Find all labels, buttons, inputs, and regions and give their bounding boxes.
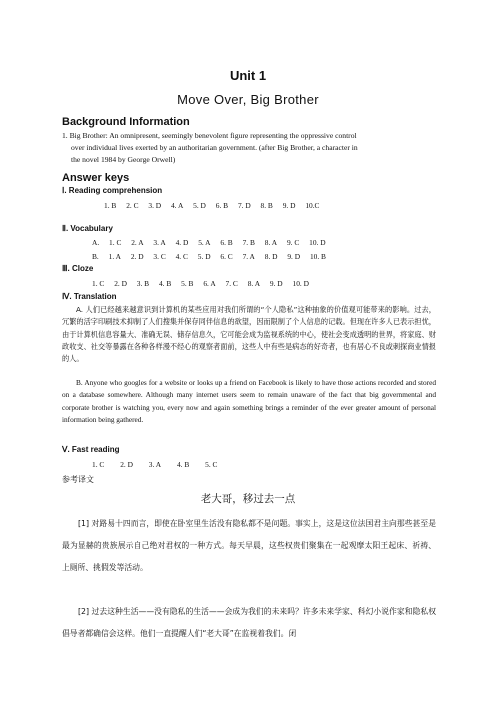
answer-item: 10. B (309, 252, 326, 261)
translation-heading: Ⅳ. Translation (62, 292, 117, 301)
answer-item: 10. D (292, 279, 309, 288)
vocabulary-row-b (92, 252, 334, 261)
fast-reading-heading: Ⅴ. Fast reading (62, 445, 120, 454)
answer-item: 1. C (92, 460, 105, 469)
answer-item: 4. D (175, 238, 189, 247)
answer-item: 9. D (287, 252, 301, 261)
translation-paragraph-1: [1] 对路易十四而言，即使在卧室里生活没有隐私都不是问题。事实上，这是这位法国君主向那些甚至是最为显赫的贵族展示自己绝对君权的一种方式。每天早晨，这些权贵们聚集在一起观摩太阳王起床、祈祷、上厕所、挑假发等活动。 (62, 519, 436, 572)
answer-item: 6. A (203, 279, 216, 288)
translation-title: 老大哥，移过去一点 (200, 493, 296, 505)
answer-item: 3. A (148, 460, 162, 469)
background-line-3: the novel 1984 by George Orwell) (71, 155, 176, 164)
vocabulary-heading: Ⅱ. Vocabulary (62, 224, 113, 233)
answer-item: 2. D (114, 279, 127, 288)
answer-item: 9. D (269, 279, 283, 288)
answer-item: 1. C (109, 238, 122, 247)
answer-item: 9. C (286, 238, 300, 247)
row-label: B. (92, 252, 99, 261)
answer-item: 10. D (309, 238, 326, 247)
answer-item: 6. B (220, 238, 233, 247)
answer-item: 8. A (247, 279, 261, 288)
reference-label: 参考译文 (62, 475, 94, 484)
answer-item: 5. B (181, 279, 194, 288)
answer-item: 7. C (225, 279, 238, 288)
answer-item: 3. B (136, 279, 150, 288)
background-heading: Background Information (62, 116, 190, 128)
cloze-heading: Ⅲ. Cloze (62, 264, 94, 273)
background-line-1: 1. Big Brother: An omnipresent, seemingly benevolent figure representing the oppressive control (62, 131, 357, 140)
background-item-1 (62, 130, 438, 166)
answer-item: 3. A (153, 238, 166, 247)
answer-item: 6. B (215, 201, 229, 210)
answer-item: 7. B (242, 238, 255, 247)
fast-reading-answers (92, 460, 231, 469)
row-label: A. (92, 238, 100, 247)
answer-item: 4. C (175, 252, 188, 261)
answer-keys-heading: Answer keys (62, 172, 130, 184)
answer-item: 2. D (130, 252, 144, 261)
answer-item: 7. A (242, 252, 255, 261)
answer-item: 2. C (126, 201, 139, 210)
vocabulary-row-a (92, 238, 334, 247)
answer-item: 5. C (205, 460, 218, 469)
answer-item: 2. A (131, 238, 144, 247)
answer-item: 3. D (148, 201, 162, 210)
answer-item: 8. D (264, 252, 278, 261)
answer-item: 10.C (305, 201, 320, 210)
translation-a-text: A. 人们已经越来越意识到计算机的某些应用对我们所谓的“个人隐私”这种抽象的价值观可能带来的影响。过去，冗繁的活字印刷技术抑制了人们搜集并保存同伴信息的欲望，因而限制了个人信息的记载。但现在许多人已表示担忧，由于计算机信息容量大、准确无误、储存信息久，它可能会成为监视系统的中心，使社会变成透明的世界，将家庭、财政收支、社交等暴露在各种各样漫不经心的观察者面前，这些人中有些是病态的好奇者，也有居心不良或刺探商业情报的人。 (62, 305, 436, 364)
cloze-answers (92, 279, 317, 288)
answer-item: 7. D (237, 201, 251, 210)
answer-item: 9. D (282, 201, 296, 210)
reading-heading: Ⅰ. Reading comprehension (62, 186, 163, 195)
background-line-2: over individual lives exerted by an authoritarian government. (after Big Brother, a character in (71, 143, 358, 152)
answer-item: 1. B (104, 201, 117, 210)
answer-item: 1. A (108, 252, 121, 261)
answer-item: 5. D (197, 252, 211, 261)
answer-item: 3. C (153, 252, 166, 261)
answer-item: 4. B (158, 279, 172, 288)
answer-item: 8. B (260, 201, 273, 210)
lesson-title: Move Over, Big Brother (177, 92, 319, 107)
answer-item: 2. D (120, 460, 133, 469)
translation-paragraph-2: [2] 过去这种生活——没有隐私的生活——会成为我们的未来吗？许多未来学家、科幻小说作家和隐私权倡导者都确信会这样。他们一直提醒人们“老大哥”在监视着我们。闭 (62, 607, 436, 638)
translation-b-text: B. Anyone who googles for a website or looks up a friend on Facebook is likely to have those actions recorded and stored on a database somewhere. Although many internet users seem to remain unaware of the fact that big governmental and corporate brother is watching you, every now and again something brings a reminder of the ever greater amount of personal information being gathered. (62, 378, 436, 424)
answer-item: 4. B (176, 460, 190, 469)
answer-item: 6. C (220, 252, 233, 261)
answer-item: 5. A (198, 238, 211, 247)
unit-title: Unit 1 (229, 68, 267, 83)
reading-answers (104, 201, 327, 210)
answer-item: 1. C (92, 279, 105, 288)
answer-item: 8. A (264, 238, 278, 247)
answer-item: 5. D (193, 201, 206, 210)
answer-item: 4. A (170, 201, 184, 210)
